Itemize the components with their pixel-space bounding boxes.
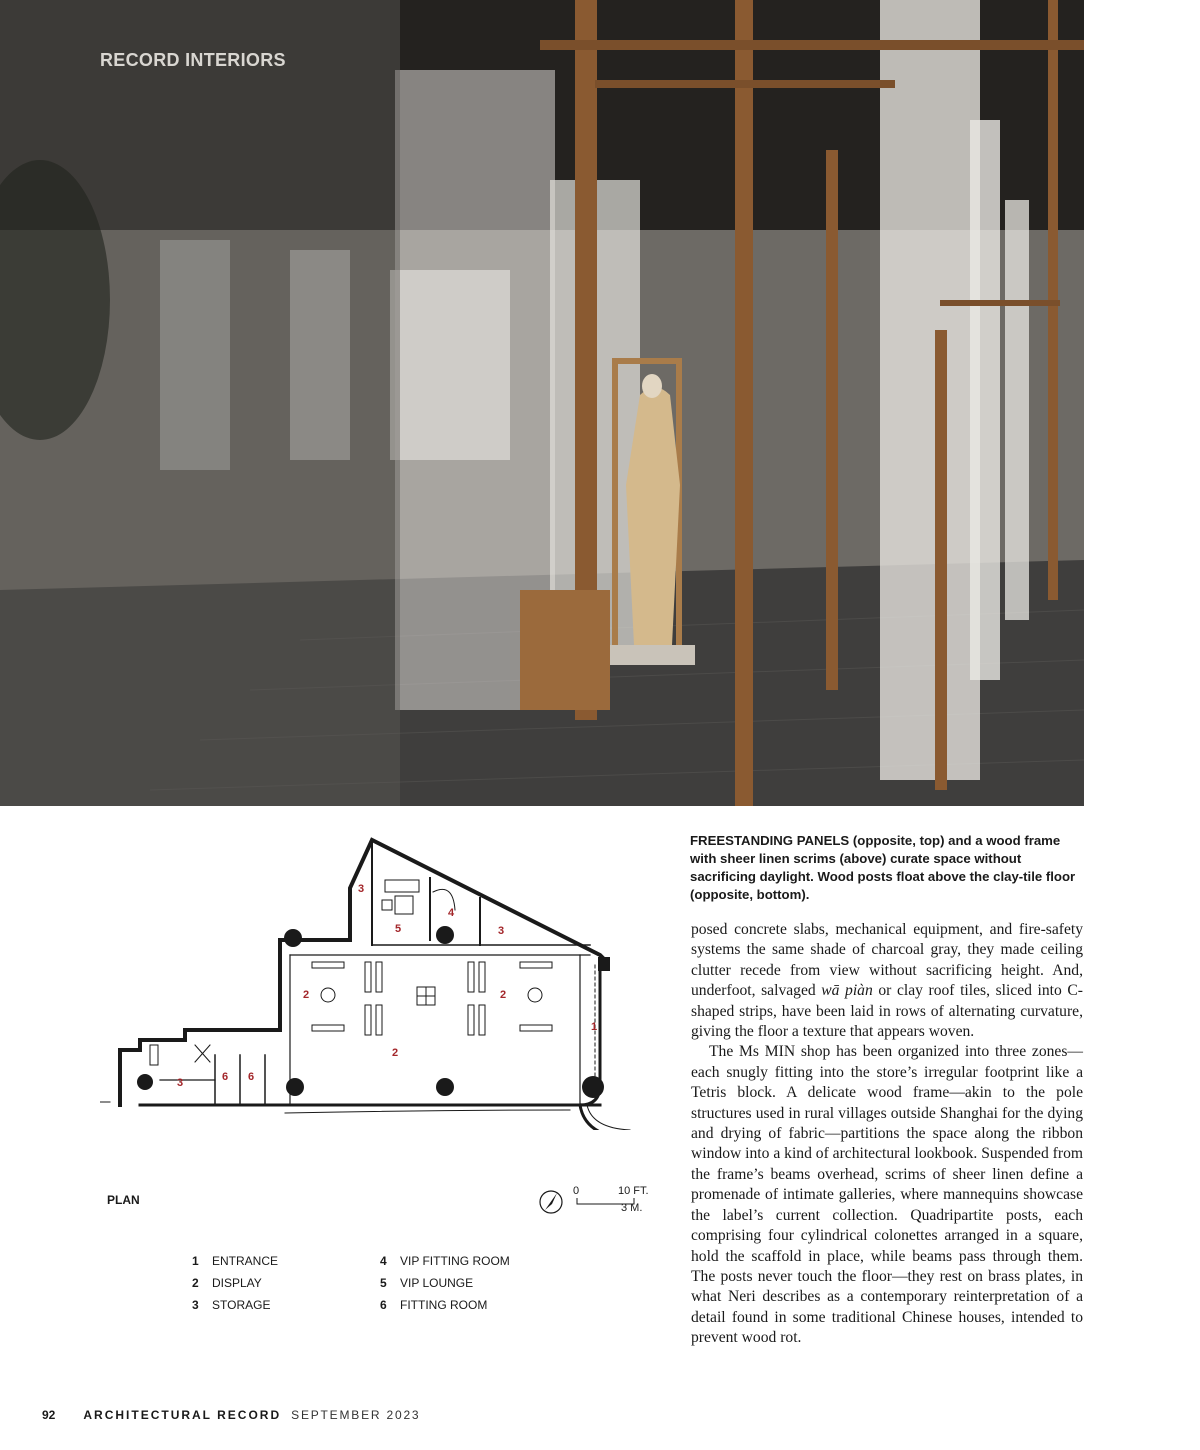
paragraph: The Ms MIN shop has been organized into three zones—each snugly fitting into the store’s irregular footprint like a Tetris block. A delicate wood frame—akin to the pole structures used in rural villages outside Shanghai for the dying and drying of fabric—partitions the space along the ribbon window into a kind of architectural lookbook. Suspended from the frame’s beams overhead, scrims of sheer linen define a promenade of intimate galleries, where mannequins showcase the label’s current collection. Quadripartite posts, each comprising four cylindrical colonettes arranged in a square, hold the scaffold in place, while beams pass through them. The posts never touch the floor—they rest on brass plates, in what Neri describes as a contemporary reinterpretation of a detail found in some traditional Chinese houses, intended to prevent wood rot.	[691, 1043, 1083, 1347]
room-number: 3	[177, 1077, 184, 1089]
plan-legend-col-2	[380, 1253, 510, 1319]
room-number: 2	[392, 1047, 399, 1059]
caption-lead: FREESTANDING PANELS	[690, 833, 850, 848]
legend-item: 6 FITTING ROOM	[380, 1298, 488, 1312]
legend-item: 1 ENTRANCE	[192, 1254, 279, 1268]
article-body	[691, 920, 1083, 1349]
legend-item: 3 STORAGE	[192, 1298, 271, 1312]
legend-item: 4 VIP FITTING ROOM	[380, 1254, 510, 1268]
plan-label: PLAN	[107, 1193, 140, 1207]
room-number: 2	[500, 989, 507, 1001]
room-number: 4	[448, 907, 455, 919]
section-label: RECORD INTERIORS	[100, 50, 286, 70]
photo-caption	[690, 832, 1090, 904]
plan-legend-col-1	[192, 1253, 278, 1319]
paragraph: posed concrete slabs, mechanical equipment, and fire-safety systems the same shade of charcoal gray, they made ceiling clutter recede from view without sacrificing height. And, underfoot, salvaged wā piàn or clay roof tiles, sliced into C-shaped strips, have been laid in rows of alternating curvature, giving the floor a texture that appears woven.	[691, 921, 1083, 1041]
room-number: 1	[591, 1021, 598, 1033]
room-number: 2	[303, 989, 310, 1001]
magazine-name: ARCHITECTURAL RECORD	[83, 1408, 282, 1422]
room-number: 5	[395, 923, 402, 935]
room-number: 6	[222, 1071, 229, 1083]
room-number: 3	[498, 925, 505, 937]
page-footer	[42, 1408, 420, 1422]
floor-plan-drawing	[100, 830, 660, 1130]
room-number: 6	[248, 1071, 255, 1083]
scale-zero: 0	[573, 1185, 580, 1197]
caption-text: (opposite, top) and a wood frame with sheer linen scrims (above) curate space without sacrificing daylight. Wood posts float above the clay-tile floor (opposite, bottom).	[690, 833, 1076, 902]
scale-meters: 3 M.	[621, 1202, 643, 1214]
page-number: 92	[42, 1408, 56, 1422]
issue-date: SEPTEMBER 2023	[291, 1408, 421, 1422]
legend-item: 5 VIP LOUNGE	[380, 1276, 474, 1290]
floor-plan	[100, 830, 660, 1130]
legend-item: 2 DISPLAY	[192, 1276, 262, 1290]
room-number: 3	[358, 883, 365, 895]
scale-feet: 10 FT.	[618, 1185, 649, 1197]
